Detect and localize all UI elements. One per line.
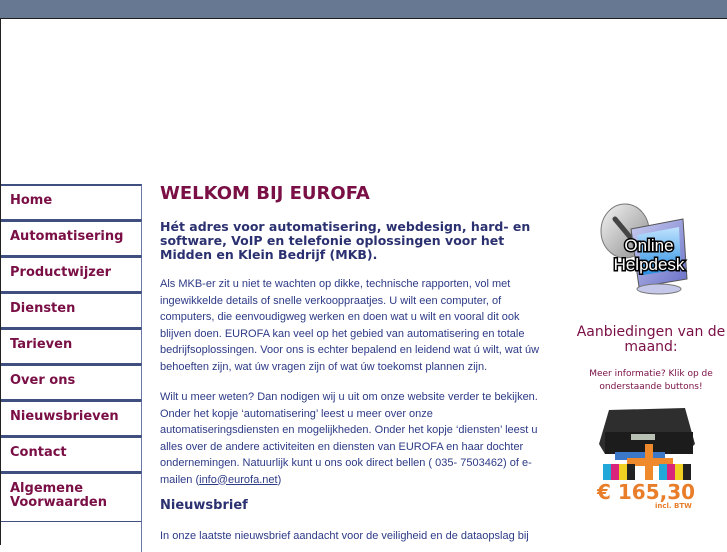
sidebar-item-tarieven[interactable]: Tarieven (1, 328, 142, 364)
helpdesk-icon (595, 195, 691, 295)
paragraph-more-info-end: ) (277, 473, 282, 486)
printer-offer-button[interactable] (595, 404, 707, 514)
main-content (160, 184, 550, 545)
online-helpdesk-button[interactable] (595, 195, 691, 295)
sidebar-nav (1, 184, 142, 552)
helpdesk-label-line2: Helpdesk (613, 255, 685, 274)
top-bar (0, 0, 727, 19)
sidebar-item-over-ons[interactable]: Over ons (1, 364, 142, 400)
sidebar-filler (1, 522, 142, 552)
sidebar-item-productwijzer[interactable]: Productwijzer (1, 256, 142, 292)
offer-price: € 165,30 (597, 480, 696, 504)
sidebar-item-automatisering[interactable]: Automatisering (1, 220, 142, 256)
page-title: WELKOM BIJ EUROFA (160, 183, 370, 204)
sidebar-item-contact[interactable]: Contact (1, 436, 142, 472)
newsletter-heading: Nieuwsbrief (160, 498, 248, 513)
right-column (575, 195, 727, 514)
sidebar-item-nieuwsbrieven[interactable]: Nieuwsbrieven (1, 400, 142, 436)
email-link[interactable]: info@eurofa.net (199, 473, 278, 486)
offers-note: Meer informatie? Klik op de onderstaande buttons! (589, 369, 713, 392)
sidebar-item-diensten[interactable]: Diensten (1, 292, 142, 328)
offer-incl-vat: incl. BTW (655, 502, 692, 510)
paragraph-more-info (160, 389, 550, 488)
sidebar-item-home[interactable]: Home (1, 184, 142, 220)
offers-title: Aanbiedingen van de maand: (576, 324, 726, 355)
header-banner-area (1, 19, 727, 184)
intro-text: Hét adres voor automatisering, webdesign, hard- en software, VoIP en telefonie oplossingen voor het Midden en Klein Bedrijf (MKB). (160, 219, 531, 262)
newsletter-text: In onze laatste nieuwsbrief aandacht voor de veiligheid en de dataopslag bij (160, 530, 529, 542)
paragraph-more-info-text: Wilt u meer weten? Dan nodigen wij u uit om onze website verder te bekijken. Onder het kopje ‘automatisering’ leest u meer over onze automatiseringsdiensten en mogelijkheden. Onder het kopje ‘diensten’ leest u alles over de andere activiteiten en diensten van EUROFA en haar dochter ondernemingen. Natuurlijk kunt u ons ook direct bellen ( 035- 7503462) of e-mailen ( (160, 391, 538, 486)
sidebar-item-algemene-voorwaarden[interactable]: Algemene Voorwaarden (1, 472, 142, 522)
paragraph-intro: Als MKB-er zit u niet te wachten op dikke, technische rapporten, vol met ingewikkelde details of snelle verkooppraatjes. U wilt een computer, of computers, die eenvoudigweg werken en doen wat u wilt en vooral dit ook blijven doen. EUROFA kan veel op het gebied van automatisering en totale bedrijfsoplossingen. Voor ons is echter bepalend en leidend wat ú wilt, wat úw behoeften zijn, wat úw vragen zijn of wat úw toekomst plannen zijn. (160, 278, 540, 373)
helpdesk-label-line1: Online (624, 236, 674, 255)
